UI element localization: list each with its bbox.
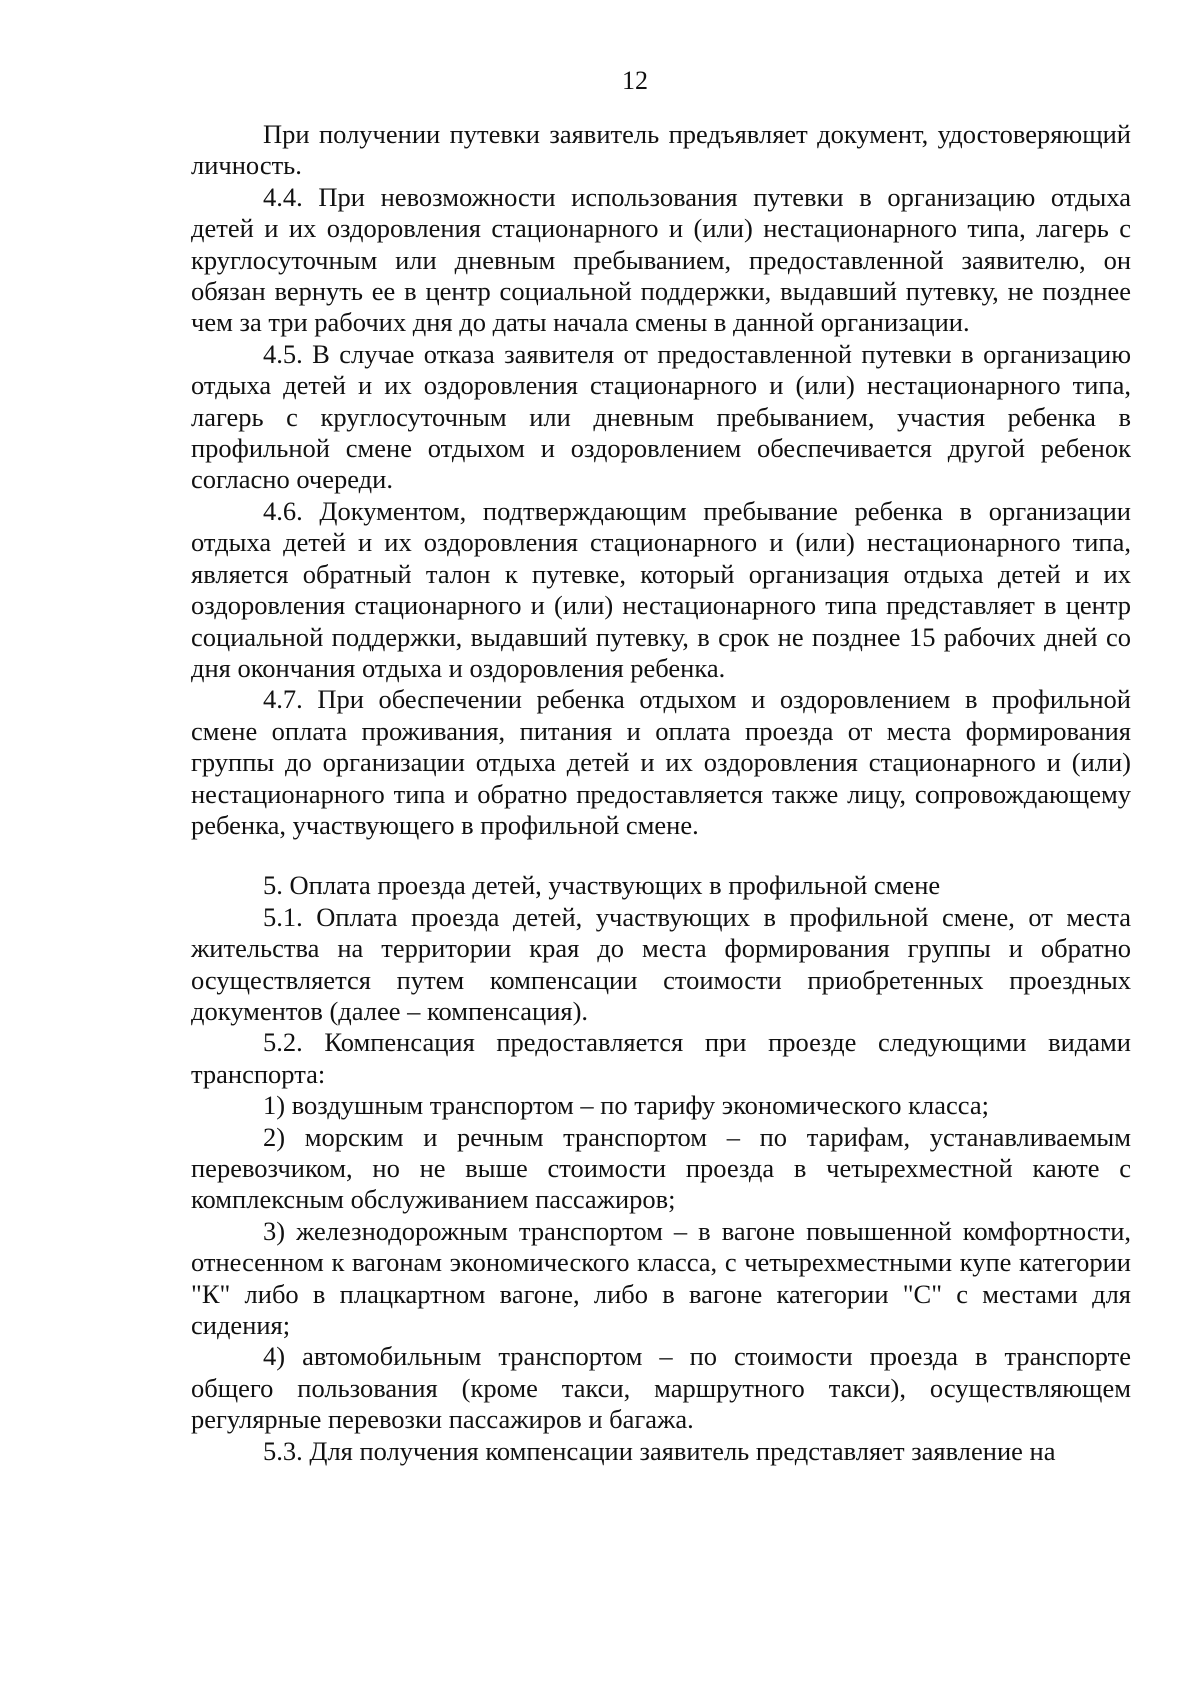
document-body	[191, 119, 1131, 1467]
list-item-road-transport: 4) автомобильным транспортом – по стоимости проезда в транспорте общего пользования (кроме такси, маршрутного такси), осуществляющем регулярные перевозки пассажиров и багажа.	[191, 1341, 1131, 1435]
paragraph-4-4: 4.4. При невозможности использования путевки в организацию отдыха детей и их оздоровления стационарного и (или) нестационарного типа, лагерь с круглосуточным или дневным пребыванием, предоставленной заявителю, он обязан вернуть ее в центр социальной поддержки, выдавший путевку, не позднее чем за три рабочих дня до даты начала смены в данной организации.	[191, 181, 1131, 338]
paragraph-5-3: 5.3. Для получения компенсации заявитель представляет заявление на	[263, 1435, 1056, 1466]
list-item-air-transport: 1) воздушным транспортом – по тарифу экономического класса;	[263, 1090, 990, 1121]
list-item-sea-river-transport: 2) морским и речным транспортом – по тарифам, устанавливаемым перевозчиком, но не выше стоимости проезда в четырехместной каюте с комплексным обслуживанием пассажиров;	[191, 1121, 1131, 1215]
paragraph-5-1: 5.1. Оплата проезда детей, участвующих в профильной смене, от места жительства на территории края до места формирования группы и обратно осуществляется путем компенсации стоимости приобретенных проездных документов (далее – компенсация).	[191, 901, 1131, 1026]
paragraph-5-2: 5.2. Компенсация предоставляется при проезде следующими видами транспорта:	[191, 1027, 1131, 1089]
paragraph-4-5: 4.5. В случае отказа заявителя от предоставленной путевки в организацию отдыха детей и их оздоровления стационарного и (или) нестационарного типа, лагерь с круглосуточным или дневным пребыванием, участия ребенка в профильной смене отдыхом и оздоровлением обеспечивается другой ребенок согласно очереди.	[191, 338, 1131, 495]
page-number: 12	[622, 66, 648, 95]
list-item-rail-transport: 3) железнодорожным транспортом – в вагоне повышенной комфортности, отнесенном к вагонам экономического класса, с четырехместными купе категории "К" либо в плацкартном вагоне, либо в вагоне категории "С" с местами для сидения;	[191, 1215, 1131, 1341]
paragraph-4-7: 4.7. При обеспечении ребенка отдыхом и оздоровлением в профильной смене оплата проживания, питания и оплата проезда от места формирования группы до организации отдыха детей и их оздоровления стационарного и (или) нестационарного типа и обратно предоставляется также лицу, сопровождающему ребенка, участвующего в профильной смене.	[191, 684, 1131, 840]
paragraph-identity-document: При получении путевки заявитель предъявляет документ, удостоверяющий личность.	[191, 119, 1131, 181]
paragraph-4-6: 4.6. Документом, подтверждающим пребывание ребенка в организации отдыха детей и их оздоровления стационарного и (или) нестационарного типа, является обратный талон к путевке, который организация отдыха детей и их оздоровления стационарного и (или) нестационарного типа представляет в центр социальной поддержки, выдавший путевку, в срок не позднее 15 рабочих дней со дня окончания отдыха и оздоровления ребенка.	[191, 495, 1131, 683]
section-5-heading: 5. Оплата проезда детей, участвующих в профильной смене	[263, 870, 941, 901]
